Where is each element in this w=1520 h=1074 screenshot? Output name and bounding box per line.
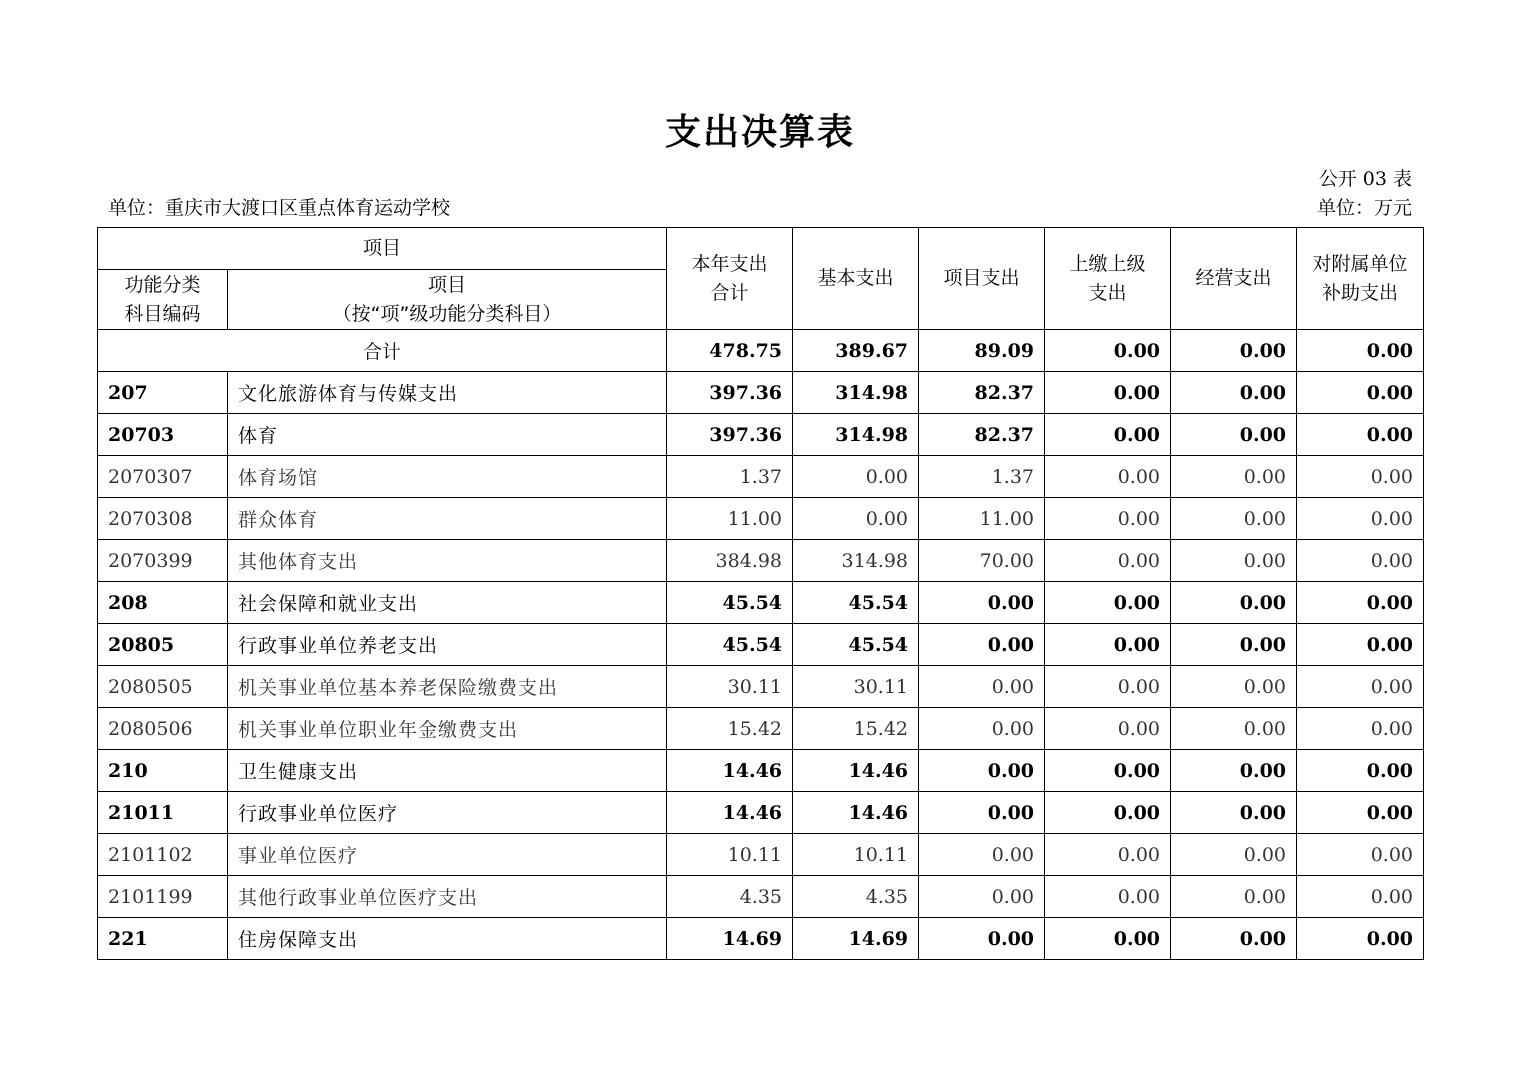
table-row	[98, 414, 1424, 456]
row-upper: 0.00	[1045, 792, 1171, 834]
row-total: 10.11	[667, 834, 793, 876]
header-project	[919, 228, 1045, 330]
row-name: 住房保障支出	[228, 918, 667, 960]
row-subsidy: 0.00	[1297, 792, 1424, 834]
row-upper: 0.00	[1045, 876, 1171, 918]
row-upper: 0.00	[1045, 834, 1171, 876]
table-row	[98, 792, 1424, 834]
row-total: 4.35	[667, 876, 793, 918]
row-code: 2101102	[98, 834, 228, 876]
row-business: 0.00	[1171, 918, 1297, 960]
row-subsidy: 0.00	[1297, 624, 1424, 666]
row-upper: 0.00	[1045, 456, 1171, 498]
row-basic: 14.69	[793, 918, 919, 960]
summary-business: 0.00	[1171, 330, 1297, 372]
header-item	[98, 228, 667, 270]
reporting-unit: 单位：重庆市大渡口区重点体育运动学校	[108, 197, 451, 219]
header-item-label: 项目	[363, 237, 402, 259]
row-basic: 4.35	[793, 876, 919, 918]
row-code: 221	[98, 918, 228, 960]
row-total: 30.11	[667, 666, 793, 708]
header-row-1	[98, 228, 1424, 270]
row-total: 11.00	[667, 498, 793, 540]
header-name-line1: 项目	[428, 273, 467, 296]
row-business: 0.00	[1171, 876, 1297, 918]
header-upper-line2: 支出	[1088, 281, 1127, 304]
row-name: 其他体育支出	[228, 540, 667, 582]
header-subsidy-line1: 对附属单位	[1312, 252, 1408, 275]
row-total: 1.37	[667, 456, 793, 498]
row-project: 0.00	[919, 792, 1045, 834]
row-subsidy: 0.00	[1297, 540, 1424, 582]
form-number: 公开 03 表	[1318, 168, 1412, 190]
row-project: 0.00	[919, 834, 1045, 876]
table-row	[98, 540, 1424, 582]
summary-row	[98, 330, 1424, 372]
row-code: 20805	[98, 624, 228, 666]
row-name: 文化旅游体育与传媒支出	[228, 372, 667, 414]
row-subsidy: 0.00	[1297, 750, 1424, 792]
expenditure-table	[97, 227, 1424, 960]
row-total: 45.54	[667, 624, 793, 666]
row-basic: 45.54	[793, 624, 919, 666]
row-code: 208	[98, 582, 228, 624]
header-basic-label: 基本支出	[817, 267, 894, 289]
row-subsidy: 0.00	[1297, 582, 1424, 624]
row-business: 0.00	[1171, 750, 1297, 792]
row-business: 0.00	[1171, 834, 1297, 876]
header-code-line1: 功能分类	[124, 273, 201, 296]
summary-subsidy: 0.00	[1297, 330, 1424, 372]
table-row	[98, 666, 1424, 708]
row-business: 0.00	[1171, 708, 1297, 750]
header-subsidy-line2: 补助支出	[1322, 281, 1399, 304]
row-total: 384.98	[667, 540, 793, 582]
row-basic: 14.46	[793, 792, 919, 834]
header-business-label: 经营支出	[1195, 267, 1272, 289]
row-total: 14.46	[667, 750, 793, 792]
row-project: 0.00	[919, 750, 1045, 792]
row-project: 0.00	[919, 582, 1045, 624]
row-project: 70.00	[919, 540, 1045, 582]
table-row	[98, 498, 1424, 540]
row-project: 0.00	[919, 708, 1045, 750]
row-subsidy: 0.00	[1297, 456, 1424, 498]
row-upper: 0.00	[1045, 666, 1171, 708]
row-code: 2080506	[98, 708, 228, 750]
row-name: 机关事业单位职业年金缴费支出	[228, 708, 667, 750]
header-name	[228, 270, 667, 330]
row-basic: 14.46	[793, 750, 919, 792]
row-business: 0.00	[1171, 540, 1297, 582]
row-project: 1.37	[919, 456, 1045, 498]
header-upper-line1: 上缴上级	[1069, 252, 1146, 275]
table-row	[98, 582, 1424, 624]
row-business: 0.00	[1171, 456, 1297, 498]
row-total: 45.54	[667, 582, 793, 624]
header-code	[98, 270, 228, 330]
row-subsidy: 0.00	[1297, 876, 1424, 918]
row-upper: 0.00	[1045, 414, 1171, 456]
row-project: 0.00	[919, 876, 1045, 918]
row-total: 14.46	[667, 792, 793, 834]
row-subsidy: 0.00	[1297, 708, 1424, 750]
table-row	[98, 918, 1424, 960]
row-name: 社会保障和就业支出	[228, 582, 667, 624]
row-basic: 0.00	[793, 498, 919, 540]
header-project-label: 项目支出	[943, 267, 1020, 289]
header-total	[667, 228, 793, 330]
row-code: 210	[98, 750, 228, 792]
table-row	[98, 372, 1424, 414]
row-project: 82.37	[919, 372, 1045, 414]
row-name: 体育	[228, 414, 667, 456]
row-business: 0.00	[1171, 666, 1297, 708]
row-total: 397.36	[667, 372, 793, 414]
summary-basic: 389.67	[793, 330, 919, 372]
row-basic: 314.98	[793, 372, 919, 414]
currency-unit: 单位：万元	[1316, 197, 1412, 219]
row-business: 0.00	[1171, 624, 1297, 666]
row-project: 0.00	[919, 666, 1045, 708]
row-business: 0.00	[1171, 414, 1297, 456]
row-total: 14.69	[667, 918, 793, 960]
page-title: 支出决算表	[664, 112, 855, 153]
header-basic	[793, 228, 919, 330]
row-basic: 314.98	[793, 540, 919, 582]
row-upper: 0.00	[1045, 372, 1171, 414]
table-row	[98, 876, 1424, 918]
header-total-line1: 本年支出	[691, 252, 768, 275]
row-project: 0.00	[919, 624, 1045, 666]
row-code: 207	[98, 372, 228, 414]
row-business: 0.00	[1171, 498, 1297, 540]
table-row	[98, 456, 1424, 498]
table-row	[98, 624, 1424, 666]
row-subsidy: 0.00	[1297, 498, 1424, 540]
row-code: 20703	[98, 414, 228, 456]
row-name: 机关事业单位基本养老保险缴费支出	[228, 666, 667, 708]
header-total-line2: 合计	[710, 281, 749, 304]
header-code-line2: 科目编码	[124, 302, 201, 325]
summary-total: 478.75	[667, 330, 793, 372]
row-code: 2070399	[98, 540, 228, 582]
row-business: 0.00	[1171, 792, 1297, 834]
header-subsidy	[1297, 228, 1424, 330]
row-subsidy: 0.00	[1297, 372, 1424, 414]
row-subsidy: 0.00	[1297, 918, 1424, 960]
row-name: 体育场馆	[228, 456, 667, 498]
row-basic: 45.54	[793, 582, 919, 624]
row-name: 事业单位医疗	[228, 834, 667, 876]
header-name-line2: （按“项”级功能分类科目）	[332, 302, 562, 325]
row-project: 0.00	[919, 918, 1045, 960]
summary-label: 合计	[98, 330, 667, 372]
row-name: 行政事业单位医疗	[228, 792, 667, 834]
row-name: 群众体育	[228, 498, 667, 540]
row-code: 2070307	[98, 456, 228, 498]
table-row	[98, 708, 1424, 750]
row-subsidy: 0.00	[1297, 834, 1424, 876]
row-basic: 10.11	[793, 834, 919, 876]
row-name: 行政事业单位养老支出	[228, 624, 667, 666]
row-business: 0.00	[1171, 372, 1297, 414]
row-code: 2070308	[98, 498, 228, 540]
row-basic: 30.11	[793, 666, 919, 708]
row-upper: 0.00	[1045, 582, 1171, 624]
row-total: 15.42	[667, 708, 793, 750]
row-subsidy: 0.00	[1297, 666, 1424, 708]
row-name: 其他行政事业单位医疗支出	[228, 876, 667, 918]
row-business: 0.00	[1171, 582, 1297, 624]
row-project: 82.37	[919, 414, 1045, 456]
row-upper: 0.00	[1045, 498, 1171, 540]
row-upper: 0.00	[1045, 708, 1171, 750]
table-row	[98, 834, 1424, 876]
row-code: 2101199	[98, 876, 228, 918]
summary-project: 89.09	[919, 330, 1045, 372]
row-upper: 0.00	[1045, 624, 1171, 666]
row-basic: 15.42	[793, 708, 919, 750]
table-row	[98, 750, 1424, 792]
row-basic: 314.98	[793, 414, 919, 456]
row-basic: 0.00	[793, 456, 919, 498]
row-project: 11.00	[919, 498, 1045, 540]
header-upper	[1045, 228, 1171, 330]
row-upper: 0.00	[1045, 918, 1171, 960]
header-business	[1171, 228, 1297, 330]
row-total: 397.36	[667, 414, 793, 456]
row-upper: 0.00	[1045, 750, 1171, 792]
row-code: 2080505	[98, 666, 228, 708]
row-code: 21011	[98, 792, 228, 834]
row-name: 卫生健康支出	[228, 750, 667, 792]
row-subsidy: 0.00	[1297, 414, 1424, 456]
summary-upper: 0.00	[1045, 330, 1171, 372]
row-upper: 0.00	[1045, 540, 1171, 582]
